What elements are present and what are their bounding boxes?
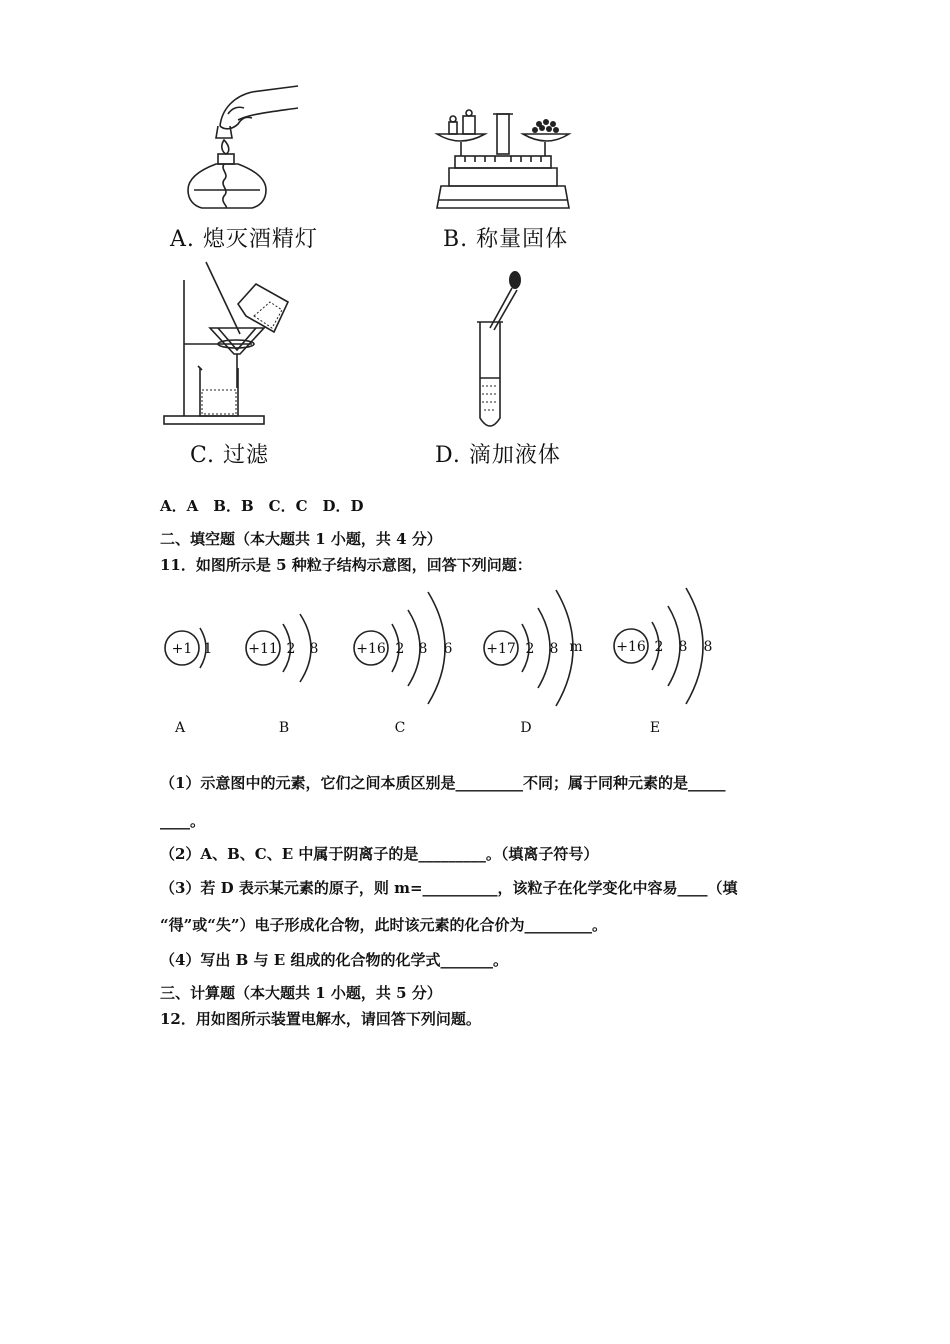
q11-sub3-line1: （3）若 D 表示某元素的原子，则 m=__________，该粒子在化学变化中容易____（填 [160,879,738,897]
q11-sub2: （2）A、B、C、E 中属于阴离子的是_________。（填离子符号） [160,845,599,863]
q11-sub1-line2: ____。 [160,812,206,830]
particle-c [354,592,453,736]
particle-e [614,588,712,736]
particle-c-nucleus: +16 [356,641,386,657]
particle-b [246,614,318,736]
figure-d-caption: D. 滴加液体 [435,443,561,468]
question-11-stem: 11．如图所示是 5 种粒子结构示意图，回答下列问题： [160,556,532,574]
q11-sub4: （4）写出 B 与 E 组成的化合物的化学式_______。 [160,951,508,969]
particle-d-shell-2: 8 [549,641,559,657]
particle-c-shell-1: 2 [395,641,405,657]
q11-sub3-line2: “得”或“失”）电子形成化合物，此时该元素的化合价为_________。 [160,916,608,934]
particle-c-label: C [394,720,406,736]
section-2-title: 二、填空题（本大题共 1 小题，共 4 分） [160,530,442,548]
particle-e-shell-2: 8 [678,639,688,655]
particle-b-label: B [278,720,290,736]
particle-c-shell-2: 8 [418,641,428,657]
particle-a-shell-1: 1 [203,641,213,657]
filtration-figure [160,258,300,428]
particle-b-shell-2: 8 [309,641,319,657]
particle-b-shell-1: 2 [286,641,296,657]
question-12-stem: 12．用如图所示装置电解水，请回答下列问题。 [160,1010,481,1028]
particle-a [165,628,212,736]
particle-diagrams [150,580,750,750]
particle-d-shell-1: 2 [525,641,535,657]
figure-b-caption: B. 称量固体 [443,227,569,252]
particle-d-nucleus: +17 [486,641,516,657]
q11-sub1-line1: （1）示意图中的元素，它们之间本质区别是_________不同；属于同种元素的是_____ [160,774,726,792]
alcohol-lamp-figure [180,78,310,218]
particle-e-shell-1: 2 [654,639,664,655]
particle-e-label: E [649,720,661,736]
options-line: A．A B．B C．C D．D [160,497,364,515]
particle-e-shell-3: 8 [703,639,713,655]
figure-a-caption: A. 熄灭酒精灯 [170,227,318,252]
particle-d [484,590,583,736]
figure-c-caption: C. 过滤 [190,443,270,468]
particle-b-nucleus: +11 [248,641,278,657]
particle-c-shell-3: 6 [443,641,453,657]
particle-a-nucleus: +1 [171,641,193,657]
particle-d-shell-3: m [569,639,583,655]
particle-d-label: D [520,720,532,736]
balance-figure [435,108,575,218]
test-tube-dropper-figure [460,270,530,440]
section-3-title: 三、计算题（本大题共 1 小题，共 5 分） [160,984,442,1002]
particle-a-label: A [174,720,186,736]
particle-e-nucleus: +16 [616,639,646,655]
